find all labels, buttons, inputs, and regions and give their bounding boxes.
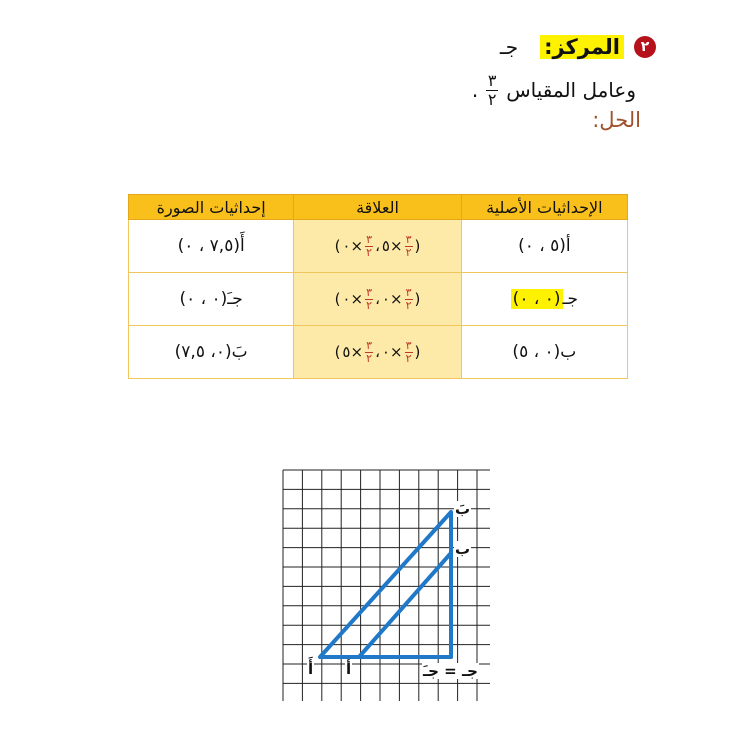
highlighted-value: (٠ ، ٠) (512, 289, 561, 309)
original-cell: أ(٥ ، ٠) (461, 220, 627, 273)
coordinates-table (128, 194, 628, 379)
original-cell (461, 273, 627, 326)
original-triangle (359, 553, 451, 657)
scale-factor-line (472, 70, 636, 110)
relation-cell (294, 326, 461, 379)
header-original: الإحداثيات الأصلية (461, 195, 627, 220)
original-cell: ب(٠ ، ٥) (461, 326, 627, 379)
coordinate-grid-figure (282, 469, 490, 705)
label-a-prime: أَ (308, 660, 314, 678)
table-header-row (129, 195, 628, 220)
scale-fraction (486, 70, 498, 109)
center-value: جـ (499, 35, 519, 59)
table-row (129, 273, 628, 326)
solution-label: الحل: (592, 108, 641, 132)
scale-label: وعامل المقياس (506, 78, 636, 102)
image-cell: أَ(٧,٥ ، ٠) (129, 220, 294, 273)
header-image: إحداثيات الصورة (129, 195, 294, 220)
original-prefix: جـ (562, 289, 579, 309)
problem-number-badge: ٢ (634, 36, 656, 58)
relation-cell (294, 273, 461, 326)
scale-end: . (471, 78, 479, 102)
relation-cell (294, 220, 461, 273)
image-cell: بَ(٠، ٧,٥) (129, 326, 294, 379)
relation-expression: ( ٣ ٢ ×٠ ، ٣ ٢ ×٠ ) (334, 285, 421, 312)
label-b: ب (455, 540, 471, 558)
image-cell: جـَ(٠ ، ٠) (129, 273, 294, 326)
problem-header (500, 30, 656, 64)
center-label: المركز: (540, 35, 624, 59)
scale-denominator: ٢ (487, 89, 497, 109)
scale-numerator: ٣ (487, 70, 497, 90)
label-b-prime: بَ (455, 500, 471, 518)
image-triangle (320, 512, 451, 657)
header-relation: العلاقة (294, 195, 461, 220)
table-row (129, 220, 628, 273)
relation-expression: ( ٣ ٢ ×٠ ، ٣ ٢ ×٥ ) (334, 338, 421, 365)
label-a: أ (346, 660, 352, 678)
label-c-equals-c-prime: جـ = جـَ (423, 662, 478, 680)
table-row (129, 326, 628, 379)
relation-expression: ( ٣ ٢ ×٥ ، ٣ ٢ ×٠ ) (334, 232, 421, 259)
